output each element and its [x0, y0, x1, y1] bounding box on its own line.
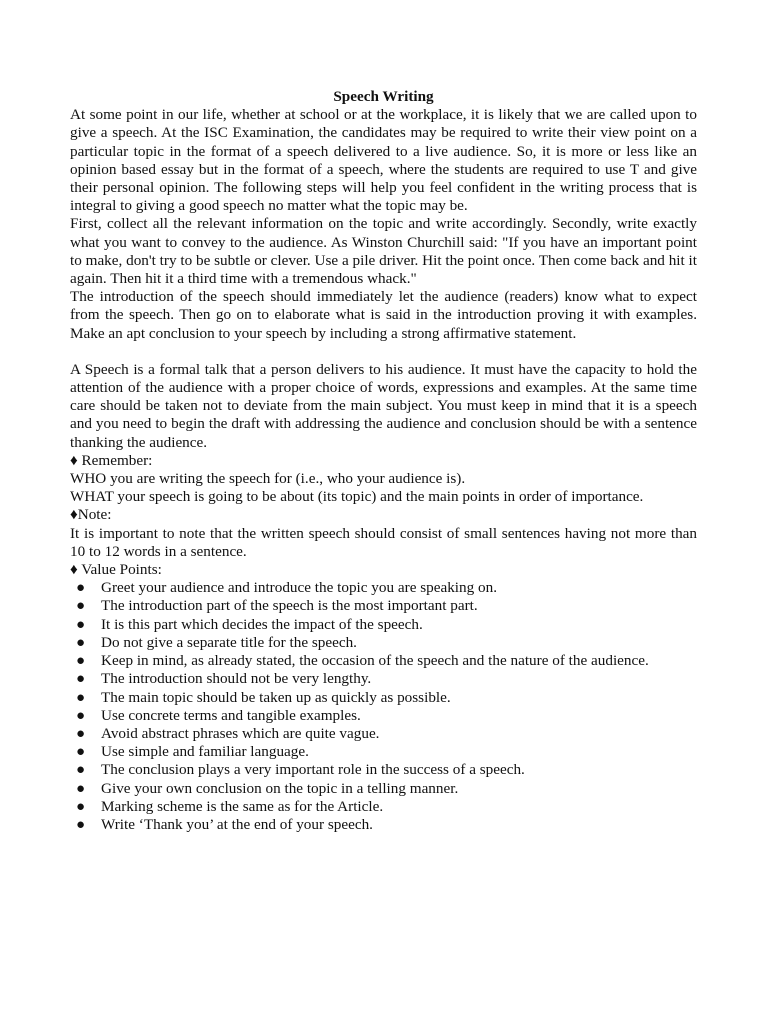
- note-text: It is important to note that the written speech should consist of small sentences having not more than 10 to 12 words in a sentence.: [70, 524, 697, 560]
- value-points-list: [70, 579, 697, 834]
- list-item-text: Give your own conclusion on the topic in a telling manner.: [101, 779, 459, 797]
- list-item: [70, 725, 697, 743]
- list-item-text: The introduction should not be very lengthy.: [101, 670, 372, 688]
- list-item: [70, 780, 697, 798]
- bullet-icon: ●: [76, 689, 86, 706]
- list-item: [70, 579, 697, 597]
- paragraph-spacer: [70, 343, 697, 361]
- list-item-text: It is this part which decides the impact of the speech.: [101, 615, 423, 633]
- bullet-icon: ●: [76, 598, 86, 615]
- list-item-text: Marking scheme is the same as for the Article.: [101, 797, 384, 815]
- bullet-icon: ●: [76, 616, 86, 633]
- list-item-text: Greet your audience and introduce the topic you are speaking on.: [101, 579, 497, 597]
- bullet-icon: ●: [76, 580, 86, 597]
- list-item: [70, 743, 697, 761]
- list-item: [70, 816, 697, 834]
- page-title: Speech Writing: [333, 88, 434, 105]
- list-item: [70, 761, 697, 779]
- list-item-text: Keep in mind, as already stated, the occasion of the speech and the nature of the audience.: [101, 652, 649, 670]
- list-item-text: Avoid abstract phrases which are quite vague.: [101, 724, 380, 742]
- list-item-text: Write ‘Thank you’ at the end of your speech.: [101, 815, 373, 833]
- list-item-text: Use simple and familiar language.: [101, 743, 309, 761]
- bullet-icon: ●: [76, 725, 86, 742]
- bullet-icon: ●: [76, 653, 86, 670]
- remember-heading: ♦ Remember:: [70, 451, 153, 469]
- remember-who: WHO you are writing the speech for (i.e., who your audience is).: [70, 470, 466, 488]
- remember-what: WHAT your speech is going to be about (its topic) and the main points in order of importance.: [70, 488, 644, 506]
- list-item-text: The introduction part of the speech is the most important part.: [101, 597, 478, 615]
- list-item-text: Do not give a separate title for the speech.: [101, 633, 357, 651]
- bullet-icon: ●: [76, 762, 86, 779]
- bullet-icon: ●: [76, 816, 86, 833]
- intro-paragraph-1: At some point in our life, whether at school or at the workplace, it is likely that we are called upon to give a speech. At the ISC Examination, the candidates may be required to write their view point on a particular topic in the format of a speech delivered to a live audience. So, it is more or less like an opinion based essay but in the format of a speech, where the students are required to use T and give their personal opinion. The following steps will help you feel confident in the writing process that is integral to giving a good speech no matter what the topic may be.: [70, 106, 697, 215]
- list-item: [70, 652, 697, 670]
- list-item: [70, 798, 697, 816]
- list-item-text: The main topic should be taken up as quickly as possible.: [101, 688, 451, 706]
- list-item: [70, 634, 697, 652]
- note-heading: ♦Note:: [70, 506, 112, 524]
- list-item-text: Use concrete terms and tangible examples.: [101, 706, 361, 724]
- list-item: [70, 670, 697, 688]
- bullet-icon: ●: [76, 671, 86, 688]
- bullet-icon: ●: [76, 744, 86, 761]
- intro-paragraph-3: The introduction of the speech should immediately let the audience (readers) know what to expect from the speech. Then go on to elaborate what is said in the introduction proving it with examples. Make an apt conclusion to your speech by including a strong affirmative statement.: [70, 288, 697, 342]
- value-points-heading: ♦ Value Points:: [70, 561, 162, 579]
- intro-paragraph-2: First, collect all the relevant information on the topic and write accordingly. Secondly, write exactly what you want to convey to the audience. As Winston Churchill said: "If you have an important point to make, don't try to be subtle or clever. Use a pile driver. Hit the point once. Then come back and hit it again. Then hit it a third time with a tremendous whack.": [70, 215, 697, 288]
- list-item: [70, 707, 697, 725]
- list-item: [70, 689, 697, 707]
- list-item-text: The conclusion plays a very important role in the success of a speech.: [101, 761, 525, 779]
- list-item: [70, 616, 697, 634]
- bullet-icon: ●: [76, 798, 86, 815]
- bullet-icon: ●: [76, 780, 86, 797]
- bullet-icon: ●: [76, 707, 86, 724]
- bullet-icon: ●: [76, 634, 86, 651]
- definition-paragraph: A Speech is a formal talk that a person delivers to his audience. It must have the capacity to hold the attention of the audience with a proper choice of words, expressions and examples. At the same time care should be taken not to deviate from the main subject. You must keep in mind that it is a speech and you need to begin the draft with addressing the audience and conclusion should be with a sentence thanking the audience.: [70, 360, 697, 451]
- document-page: [70, 88, 697, 834]
- list-item: [70, 597, 697, 615]
